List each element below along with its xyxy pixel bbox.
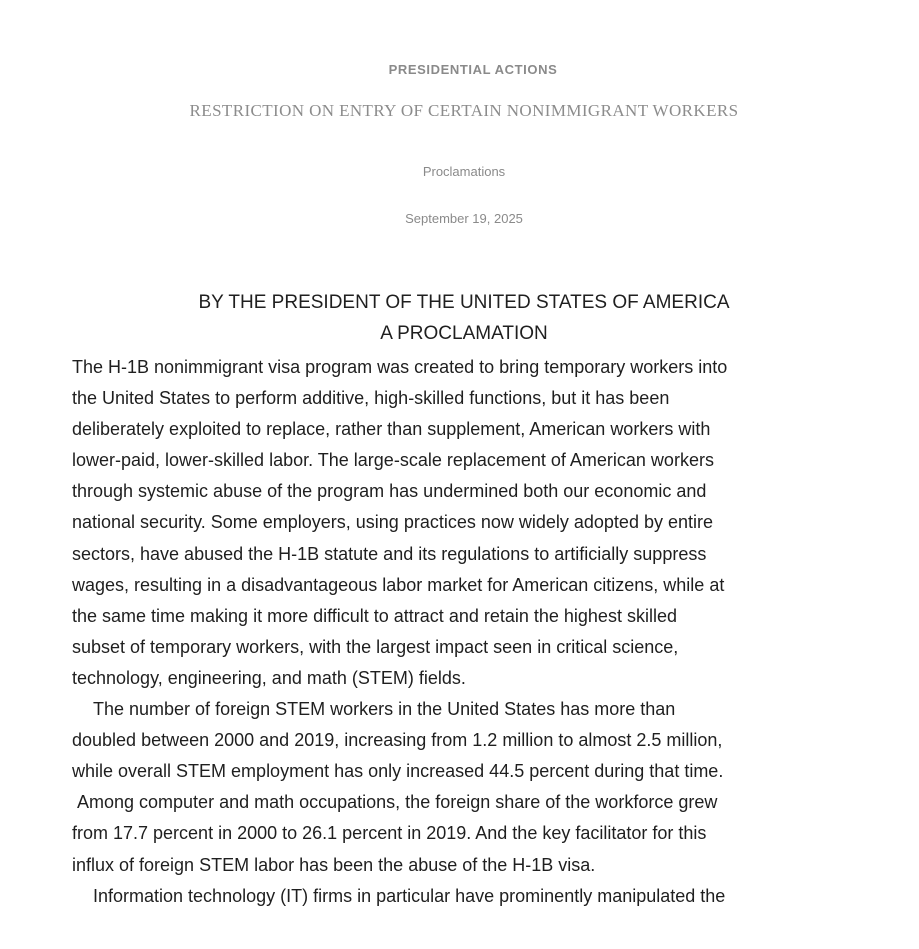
document-date: September 19, 2025 [405, 211, 523, 226]
body-line: deliberately exploited to replace, rather than supplement, American workers with [72, 419, 711, 440]
proclamation-heading: BY THE PRESIDENT OF THE UNITED STATES OF AMERICA [198, 292, 730, 313]
body-line: sectors, have abused the H-1B statute and its regulations to artificially suppress [72, 543, 707, 564]
body-line: Among computer and math occupations, the foreign share of the workforce grew [77, 792, 718, 813]
body-line: the United States to perform additive, high-skilled functions, but it has been [72, 388, 670, 409]
body-line: through systemic abuse of the program has undermined both our economic and [72, 481, 707, 502]
body-line: The H-1B nonimmigrant visa program was created to bring temporary workers into [72, 357, 728, 377]
body-line: from 17.7 percent in 2000 to 26.1 percent in 2019. And the key facilitator for this [72, 823, 707, 844]
body-line: the same time making it more difficult to attract and retain the highest skilled [72, 605, 677, 626]
body-line: influx of foreign STEM labor has been the abuse of the H-1B visa. [72, 854, 596, 875]
document-type: Proclamations [422, 164, 506, 179]
body-line: Information technology (IT) firms in particular have prominently manipulated the [93, 885, 726, 906]
proclamation-body [72, 352, 872, 912]
body-line: lower-paid, lower-skilled labor. The large-scale replacement of American workers [72, 450, 714, 471]
body-line: subset of temporary workers, with the largest impact seen in critical science, [72, 636, 679, 657]
document-title: RESTRICTION ON ENTRY OF CERTAIN NONIMMIGRANT WORKERS [189, 101, 739, 120]
proclamation-subheading: A PROCLAMATION [380, 323, 548, 344]
body-line: while overall STEM employment has only increased 44.5 percent during that time. [72, 761, 724, 782]
document-category: PRESIDENTIAL ACTIONS [388, 62, 558, 77]
body-line: technology, engineering, and math (STEM) fields. [72, 667, 466, 688]
body-line: national security. Some employers, using practices now widely adopted by entire [72, 512, 713, 533]
body-line: doubled between 2000 and 2019, increasing from 1.2 million to almost 2.5 million, [72, 730, 723, 751]
body-line: The number of foreign STEM workers in the United States has more than [93, 699, 676, 720]
body-line: wages, resulting in a disadvantageous labor market for American citizens, while at [72, 574, 725, 595]
